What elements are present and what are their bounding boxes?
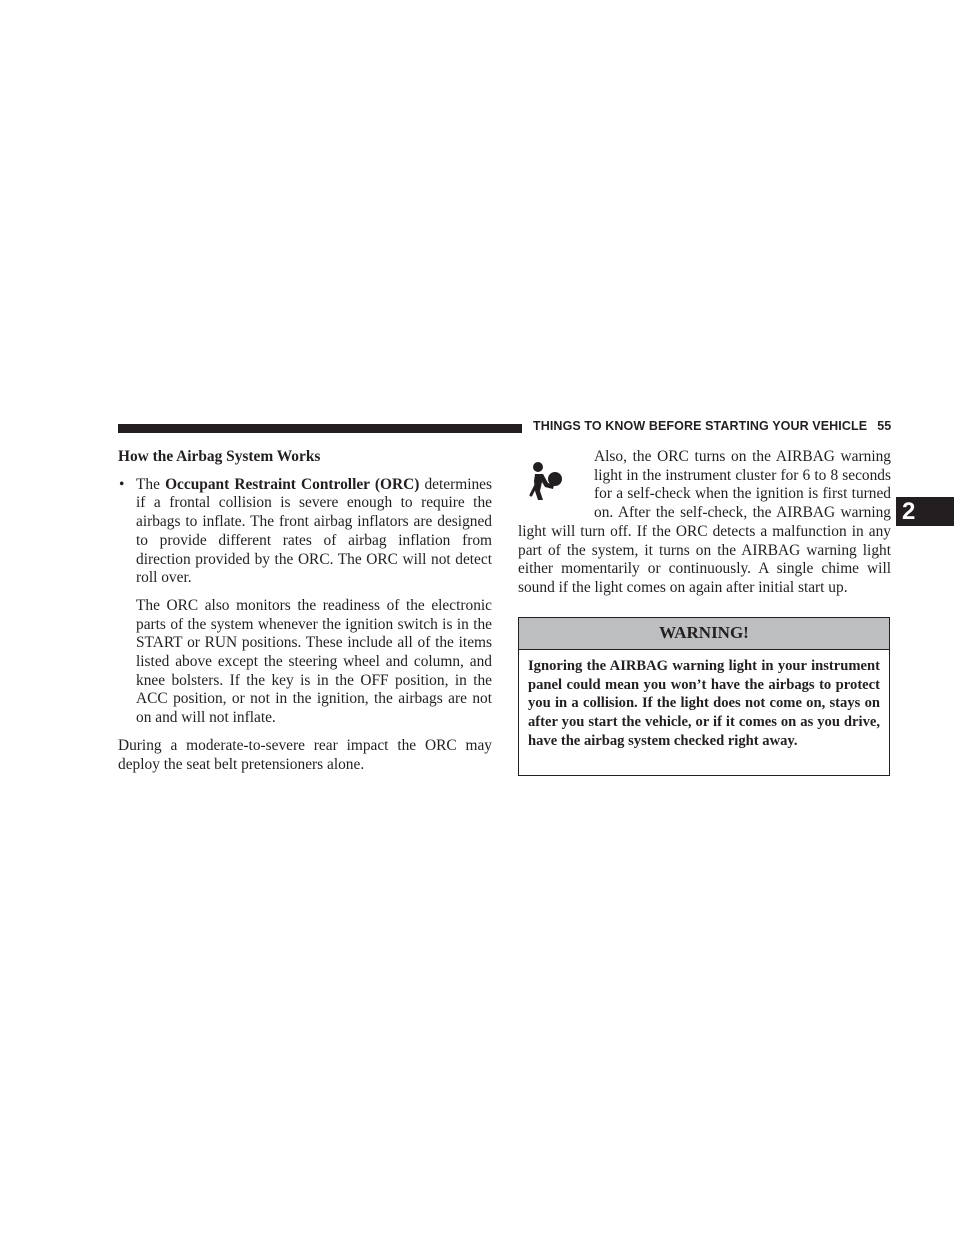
airbag-light-paragraph: Also, the ORC turns on the AIRBAG warning light in the instrument cluster for 6 to 8 seconds for a self-check when the ignition is first turned on. After the self-check, the AIRBAG warning light will turn off. If the ORC detects a malfunction in any part of the system, it turns on the AIRBAG warning light either momentarily or continuously. A single chime will sound if the light comes on again after initial start up. [518,448,891,596]
warning-box [518,617,890,776]
airbag-warning-icon [528,461,568,501]
section-heading: How the Airbag System Works [118,448,321,465]
page-number: 55 [877,419,892,433]
warning-title: WARNING! [519,618,889,650]
warning-text: Ignoring the AIRBAG warning light in your instrument panel could mean you won’t have the airbags to protect you in a collision. If the light does not come on, stays on after you start the vehicle, or if it comes on as you drive, have the airbag system checked right away. [528,658,880,749]
bullet-pre: The [136,475,166,493]
indent-paragraph: The ORC also monitors the readiness of the electronic parts of the system whenever the ignition switch is in the START or RUN positions. These include all of the items listed above except the steering wheel and column, and knee bolsters. If the key is in the OFF position, in the ACC position, or not in the ignition, the airbags are not on and will not inflate. [136,596,492,727]
header-rule [118,424,522,433]
right-column [518,448,891,598]
bullet-marker: • [119,475,125,493]
bullet-bold-term: Occupant Restraint Controller (ORC) [165,475,420,493]
chapter-tab: 2 [896,497,954,526]
section-title: THINGS TO KNOW BEFORE STARTING YOUR VEHICLE [533,419,868,433]
bullet-item [118,476,492,588]
bullet-post: determines if a frontal collision is severe enough to require the airbags to inflate. The front airbag inflators are designed to provide different rates of airbag inflation from direction provided by the ORC. The ORC will not detect roll over. [136,475,492,587]
closing-paragraph: During a moderate-to-severe rear impact the ORC may deploy the seat belt pretensioners alone. [118,736,492,773]
running-header [533,419,893,433]
left-column [118,448,492,774]
